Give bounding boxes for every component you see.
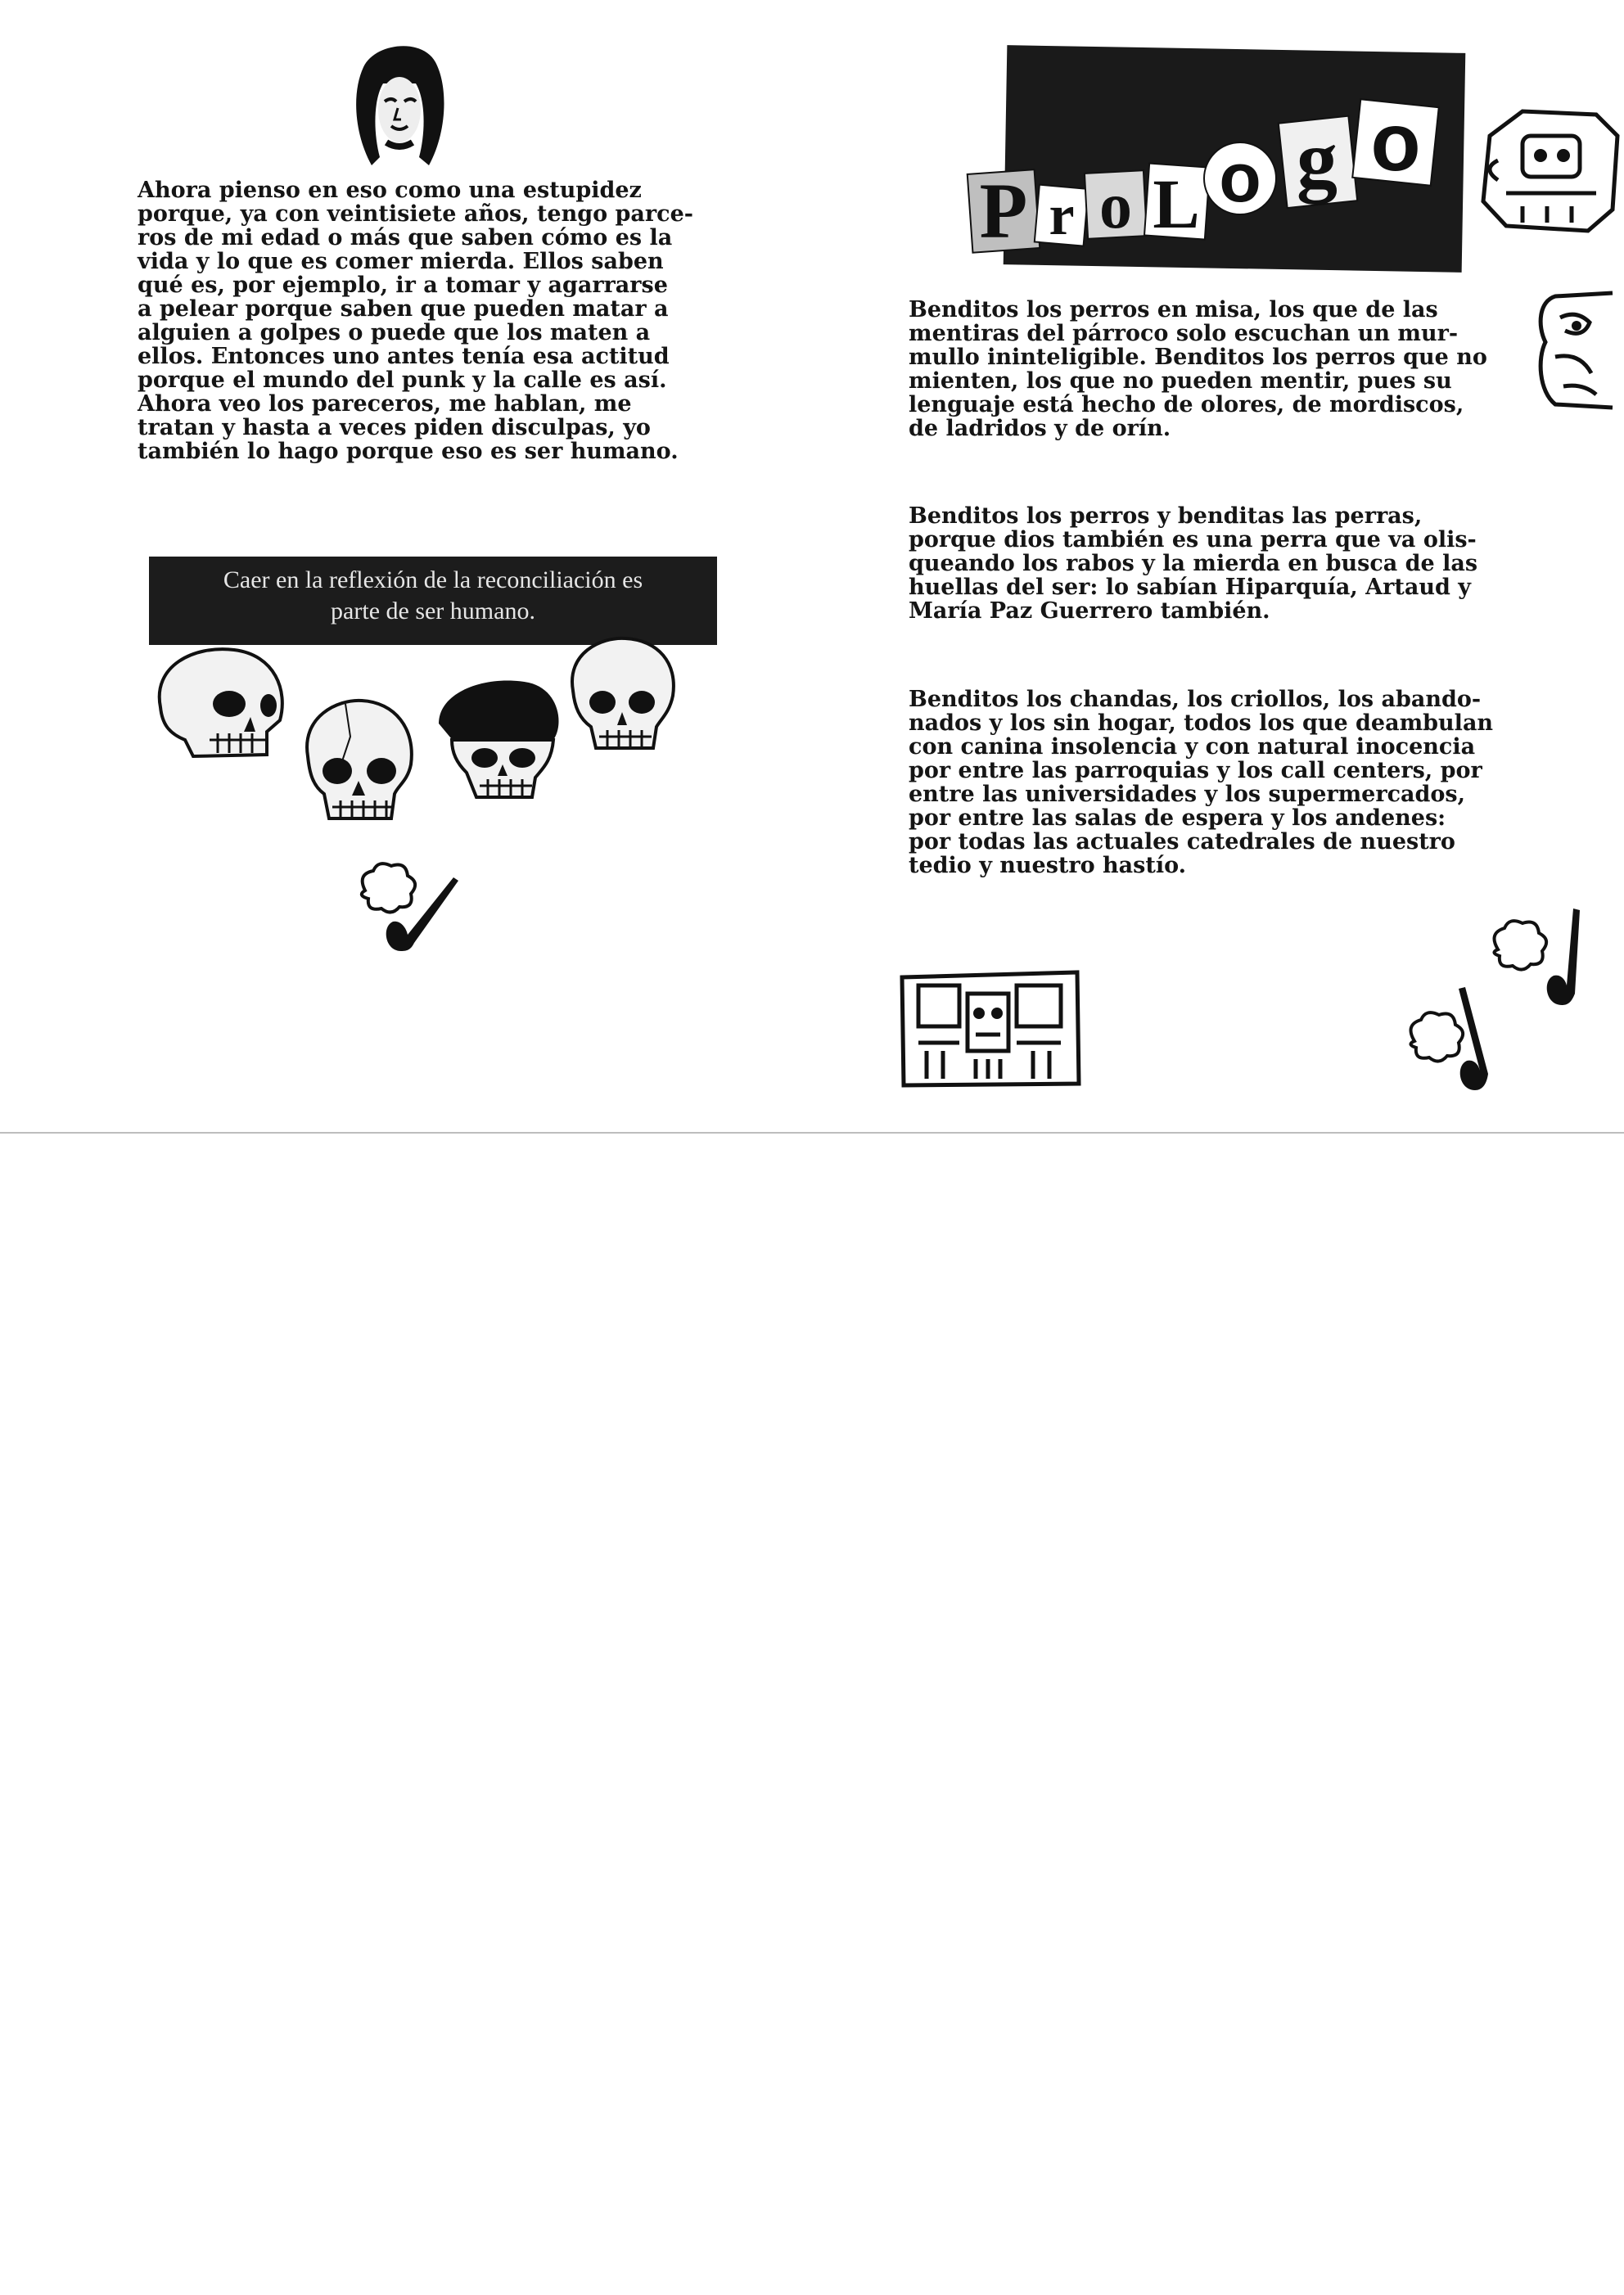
skull-icon: [431, 674, 565, 805]
title-letter: L: [1153, 165, 1200, 243]
title-letter: P: [979, 167, 1028, 255]
zine-spread: [0, 0, 1624, 1134]
mayan-glyph-icon: [1531, 285, 1621, 416]
title-letter-cutout: [1085, 170, 1147, 242]
title-letter: o: [1370, 97, 1421, 188]
title-letter: o: [1219, 139, 1261, 216]
title-letter-cutout: [1352, 97, 1439, 188]
skull-icon: [560, 633, 683, 756]
woman-face-icon: [347, 34, 450, 170]
mayan-glyph-icon: [894, 961, 1085, 1092]
fold-line: [0, 1132, 1624, 1134]
title-letter: o: [1099, 170, 1132, 242]
prologue-paragraph: Benditos los perros en misa, los que de las mentiras del párroco solo escuchan un mur- mullo ininteligible. Benditos los perros que no mienten, los que no pueden mentir, pues su lenguaje está hecho de olores, de mordiscos, de ladridos y de orín.: [909, 297, 1487, 441]
title-letter: g: [1297, 114, 1338, 205]
title-letter-cutout: [1279, 114, 1357, 208]
quote-banner: Caer en la reflexión de la reconciliación es parte de ser humano.: [149, 557, 717, 645]
prologo-title: [962, 90, 1453, 262]
right-page: [812, 0, 1624, 1129]
left-paragraph: Ahora pienso en eso como una estupidez porque, ya con veintisiete años, tengo parce- ros de mi edad o más que saben cómo es la vida y lo que es comer mierda. Ellos saben qué es, por ejemplo, ir a tomar y agarrarse a pelear porque saben que pueden matar a alguien a golpes o puede que los maten a ellos. Entonces uno antes tenía esa actitud porque el mundo del punk y la calle es así. Ahora veo los pareceros, me hablan, me tratan y hasta a veces piden disculpas, yo también lo hago porque eso es ser humano.: [138, 178, 693, 464]
prologue-paragraph: Benditos los chandas, los criollos, los abando- nados y los sin hogar, todos los que deambulan con canina insolencia y con natural inocencia por entre las parroquias y los call centers, por entre las universidades y los supermercados, por entre las salas de espera y los andenes: por todas las actuales catedrales de nuestro tedio y nuestro hastío.: [909, 687, 1494, 878]
pipe-icon: [352, 861, 467, 959]
prologue-paragraph: Benditos los perros y benditas las perras, porque dios también es una perra que va olis- queando los rabos y la mierda en busca de las huellas del ser: lo sabían Hiparquía, Artaud y María Paz Guerrero también.: [909, 503, 1478, 624]
left-page: [0, 0, 812, 1129]
title-letter-cutout: [1144, 164, 1210, 243]
title-letter-cutout: [1204, 139, 1276, 216]
title-letter: r: [1049, 184, 1075, 247]
skull-icon: [296, 696, 419, 827]
skull-icon: [144, 642, 291, 764]
title-letter-cutout: [1035, 184, 1089, 247]
mayan-glyph-icon: [1473, 103, 1624, 239]
pipe-icon: [1401, 982, 1516, 1097]
title-letter-cutout: [968, 167, 1040, 255]
